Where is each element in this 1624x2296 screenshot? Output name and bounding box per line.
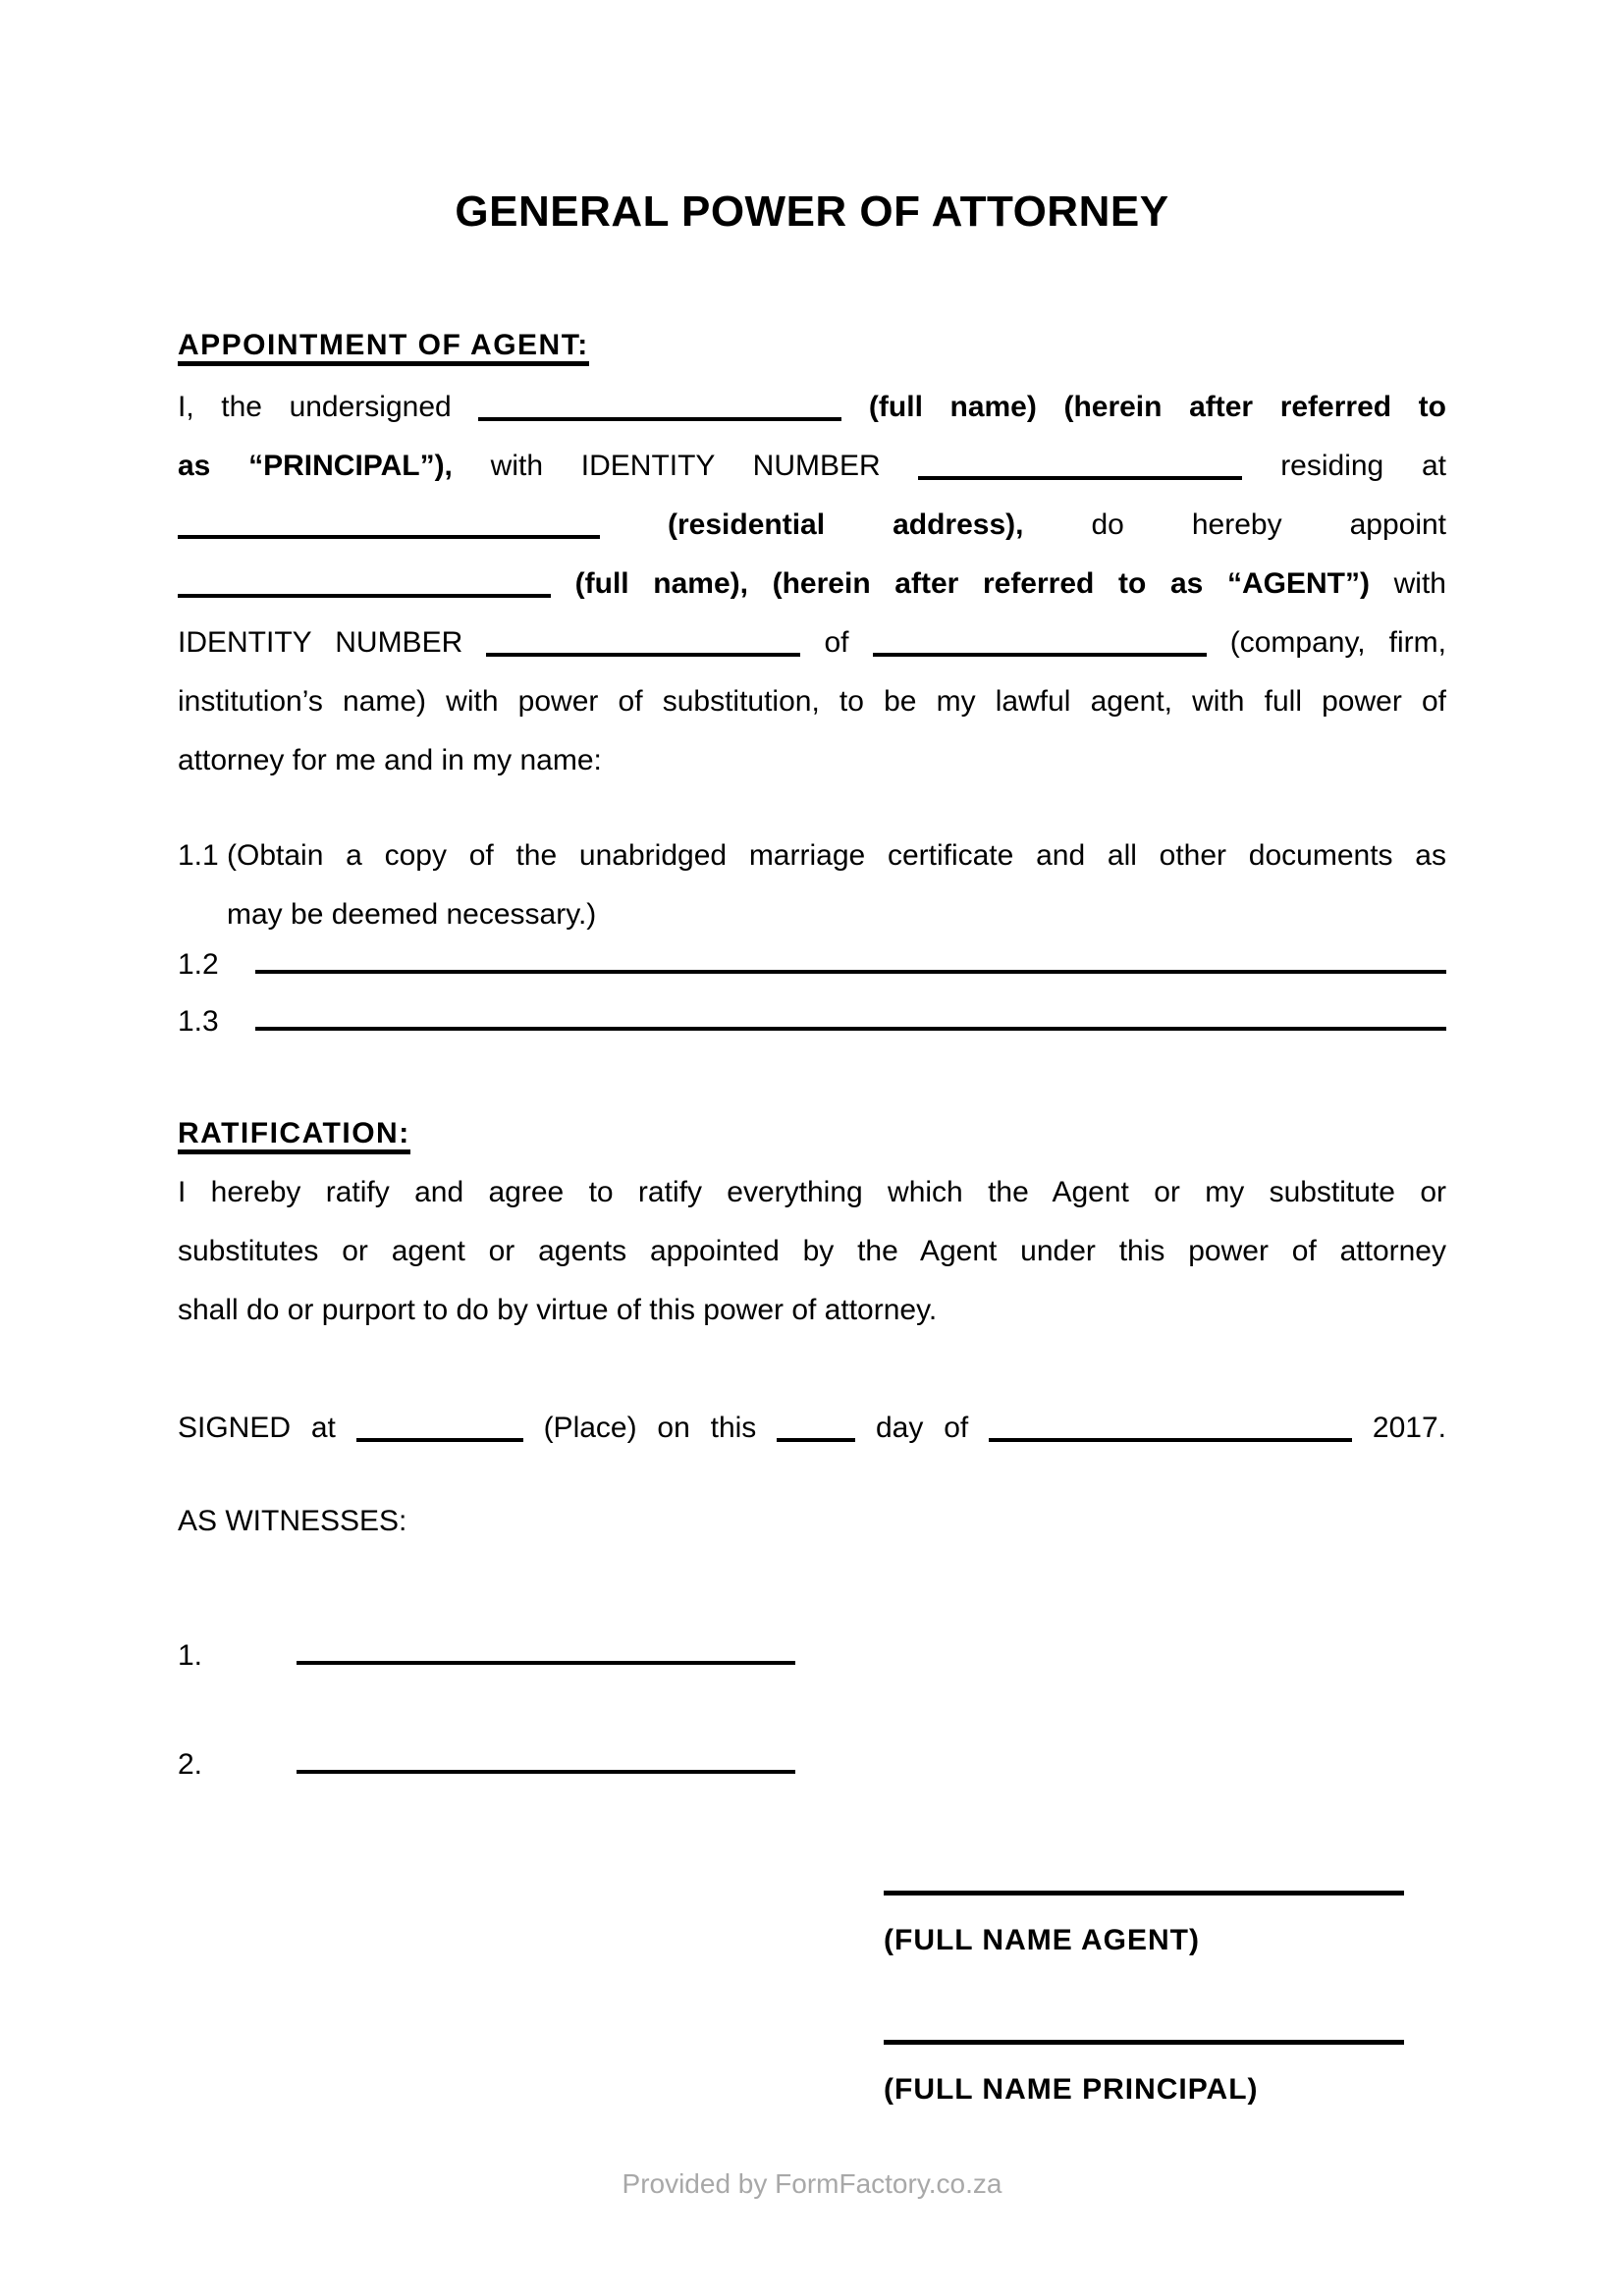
principal-signature-line [884,2040,1404,2045]
principal-identity-number-blank [918,466,1242,480]
ratification-heading-text: RATIFICATION: [178,1117,410,1154]
witnesses-heading [178,1492,1446,1551]
residential-address-blank [178,525,600,539]
text-run: institution’s name) with power of substitution, to be my lawful agent, with full power of [178,685,1446,718]
text-run-bold: as “PRINCIPAL”), [178,450,453,482]
text-run-bold: (residential address), [668,508,1024,541]
text-run: I, the undersigned [178,391,452,423]
provider-footer: Provided by FormFactory.co.za [622,2168,1002,2199]
ratification-line-1 [178,1163,1446,1222]
ratification-line-3 [178,1281,1446,1340]
principal-full-name-blank [478,407,841,421]
appointment-paragraph [178,378,1446,790]
list-number: 1.1 [178,839,219,872]
signed-line-text [178,1399,1446,1458]
paragraph-line-4 [178,555,1446,614]
paragraph-line-6 [178,672,1446,731]
document-title: GENERAL POWER OF ATTORNEY [455,187,1169,236]
agent-full-name-blank [178,584,551,598]
company-name-blank [873,643,1207,657]
text-run: may be deemed necessary.) [227,898,597,931]
power-item-1-line-1 [227,827,1446,885]
power-item-3 [178,992,1446,1051]
agent-signature-label: (FULL NAME AGENT) [884,1924,1200,1956]
paragraph-line-2 [178,437,1446,496]
month-blank [989,1428,1352,1442]
appointment-section-heading [178,327,1446,364]
list-number: 1.2 [178,948,219,981]
text-run: SIGNED at [178,1412,336,1444]
text-run: residing at [1280,450,1447,482]
paragraph-line-7 [178,731,1446,790]
power-item-2-blank [255,960,1446,974]
ratification-line-2 [178,1222,1446,1281]
text-run: (Place) on this [543,1412,757,1444]
paragraph-line-3 [178,496,1446,555]
text-run: 2017. [1372,1412,1446,1444]
ratification-section-heading [178,1115,1446,1152]
witness-1-row [178,1627,1446,1685]
text-run: of [824,626,849,659]
text-run: with IDENTITY NUMBER [490,450,881,482]
ratification-paragraph [178,1163,1446,1340]
text-run: attorney for me and in my name: [178,744,602,776]
text-run: I hereby ratify and agree to ratify everything which the Agent or my substitute or [178,1176,1446,1208]
witness-number: 1. [178,1639,203,1672]
power-item-3-blank [255,1017,1446,1031]
appointment-heading-text: APPOINTMENT OF AGENT: [178,329,589,366]
power-item-2 [178,935,1446,994]
agent-signature-line [884,1891,1404,1896]
text-run: (Obtain a copy of the unabridged marriage certificate and all other documents as [227,839,1446,872]
text-run: IDENTITY NUMBER [178,626,463,659]
paragraph-line-5 [178,614,1446,672]
text-run: substitutes or agent or agents appointed by the Agent under this power of attorney [178,1235,1446,1267]
list-number: 1.3 [178,1005,219,1038]
text-run: do hereby appoint [1091,508,1447,541]
principal-signature-label: (FULL NAME PRINCIPAL) [884,2073,1259,2106]
witness-2-row [178,1735,1446,1794]
power-item-1-text [178,827,1446,944]
witness-number: 2. [178,1748,203,1781]
witness-1-signature-line [297,1651,795,1665]
power-item-1 [178,827,1446,944]
agent-identity-number-blank [486,643,800,657]
text-run-bold: (full name) (herein after referred to [868,391,1446,423]
text-run: day of [876,1412,969,1444]
paragraph-line-1 [178,378,1446,437]
text-run: AS WITNESSES: [178,1505,407,1537]
text-run: shall do or purport to do by virtue of this power of attorney. [178,1294,938,1326]
text-run: with [1393,567,1446,600]
text-run: (company, firm, [1229,626,1446,659]
text-run-bold: (full name), (herein after referred to as “AGENT”) [574,567,1370,600]
place-blank [356,1428,523,1442]
day-blank [777,1428,855,1442]
signed-line [178,1399,1446,1458]
witness-2-signature-line [297,1760,795,1774]
